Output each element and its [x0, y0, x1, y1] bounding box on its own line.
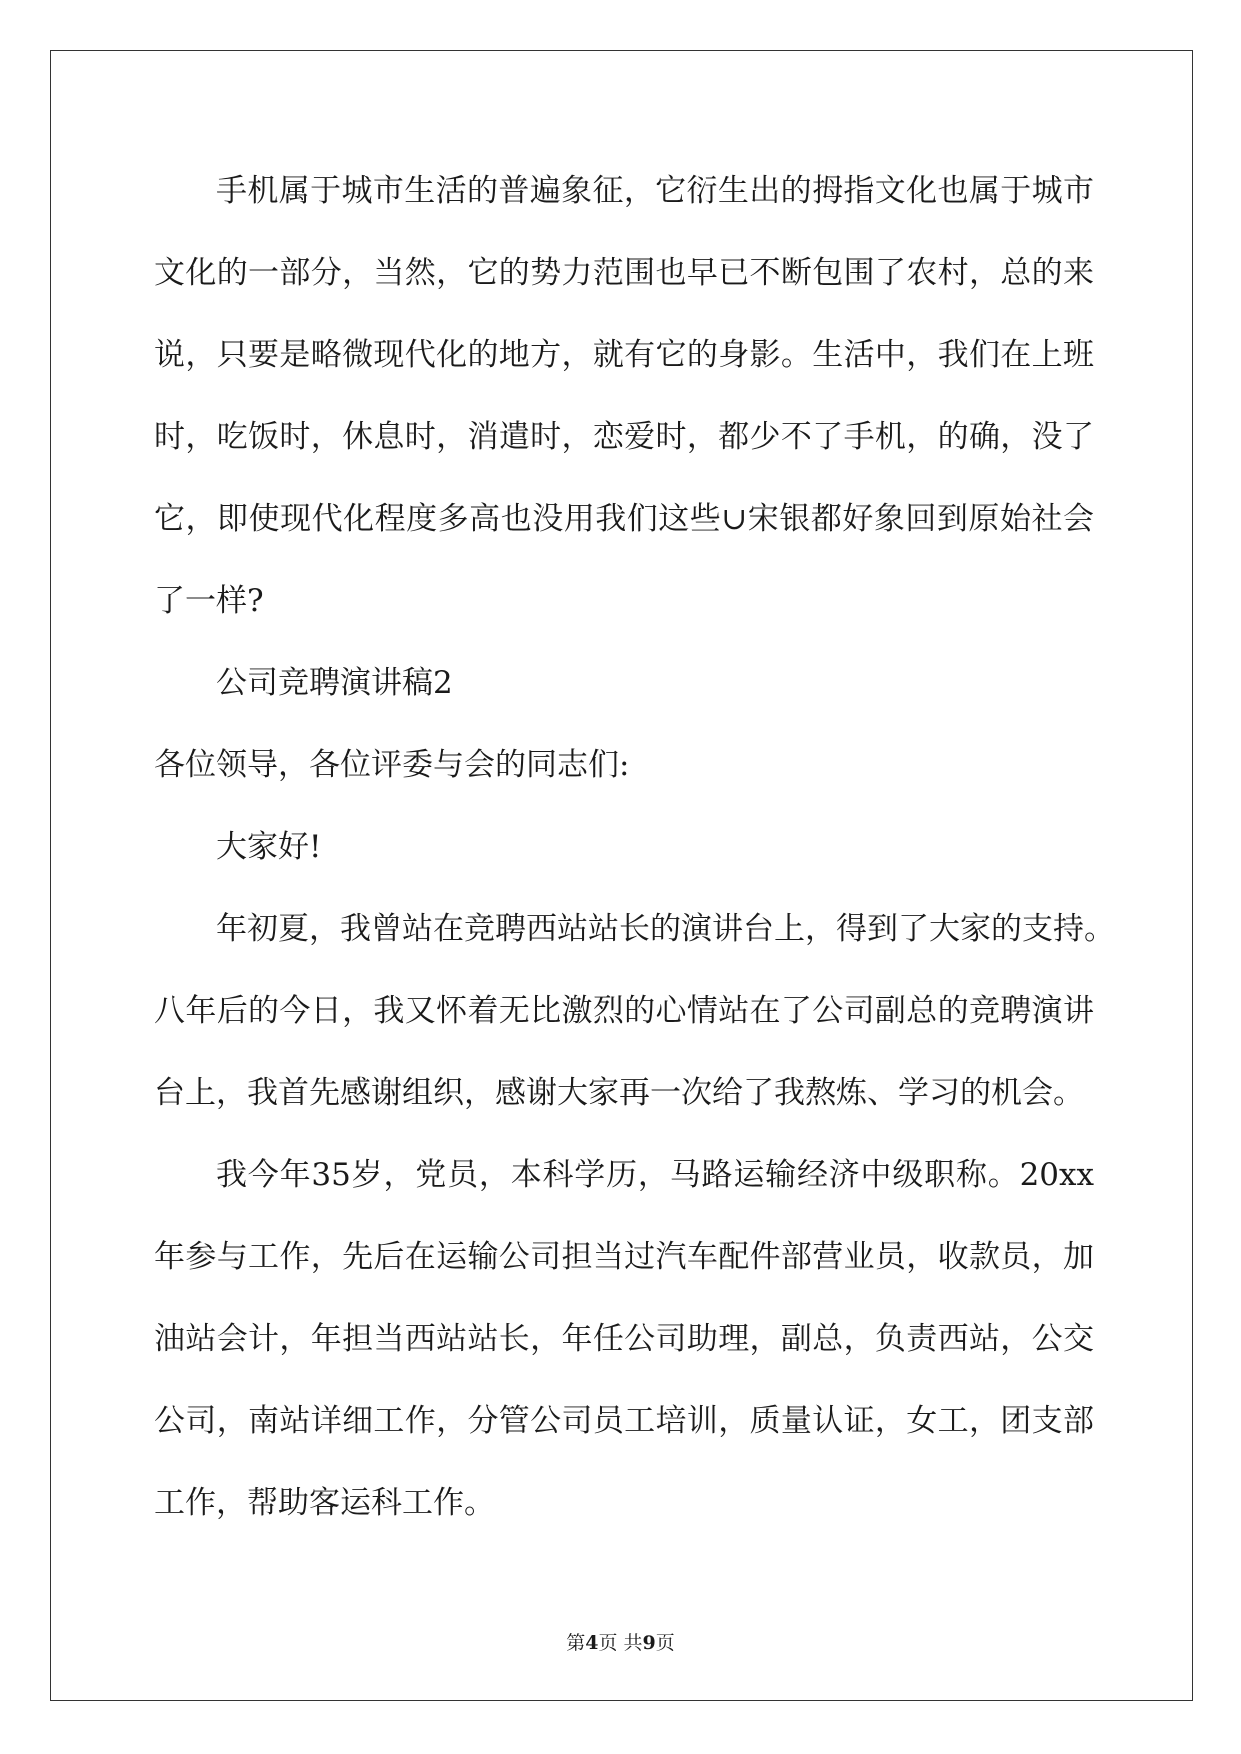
- section-title: 公司竞聘演讲稿2: [216, 665, 453, 701]
- paragraph-line: 说，只要是略微现代化的地方，就有它的身影。生活中，我们在上班: [154, 337, 1094, 373]
- document-body: [154, 150, 1115, 1544]
- paragraph-line: 台上，我首先感谢组织，感谢大家再一次给了我熬炼、学习的机会。: [154, 1075, 1084, 1111]
- paragraph-line: 八年后的今日，我又怀着无比激烈的心情站在了公司副总的竞聘演讲: [154, 993, 1094, 1029]
- footer-prefix: 第: [566, 1632, 586, 1654]
- paragraph-line: 工作，帮助客运科工作。: [154, 1485, 495, 1521]
- total-page-number: 9: [642, 1632, 656, 1654]
- paragraph-line: 了一样?: [154, 583, 264, 619]
- salutation: 各位领导，各位评委与会的同志们:: [154, 747, 630, 783]
- paragraph-line: 手机属于城市生活的普遍象征，它衍生出的拇指文化也属于城市: [216, 173, 1094, 209]
- paragraph-line: 文化的一部分，当然，它的势力范围也早已不断包围了农村，总的来: [154, 255, 1094, 291]
- paragraph-line: 年参与工作，先后在运输公司担当过汽车配件部营业员，收款员，加: [154, 1239, 1094, 1275]
- footer-suffix: 页: [655, 1632, 675, 1654]
- footer-middle: 页 共: [598, 1632, 643, 1654]
- paragraph-line: 时，吃饭时，休息时，消遣时，恋爱时，都少不了手机，的确，没了: [154, 419, 1094, 455]
- current-page-number: 4: [585, 1632, 599, 1654]
- paragraph-line: 油站会计，年担当西站站长，年任公司助理，副总，负责西站，公交: [154, 1321, 1094, 1357]
- greeting: 大家好!: [216, 829, 322, 865]
- paragraph-line: 年初夏，我曾站在竞聘西站站长的演讲台上，得到了大家的支持。: [216, 911, 1115, 947]
- paragraph-line: 我今年35岁，党员，本科学历，马路运输经济中级职称。20xx: [216, 1157, 1094, 1193]
- paragraph-line: 它，即使现代化程度多高也没用我们这些∪宋银都好象回到原始社会: [154, 501, 1094, 537]
- paragraph-line: 公司，南站详细工作，分管公司员工培训，质量认证，女工，团支部: [154, 1403, 1094, 1439]
- page-footer: [0, 1628, 1241, 1655]
